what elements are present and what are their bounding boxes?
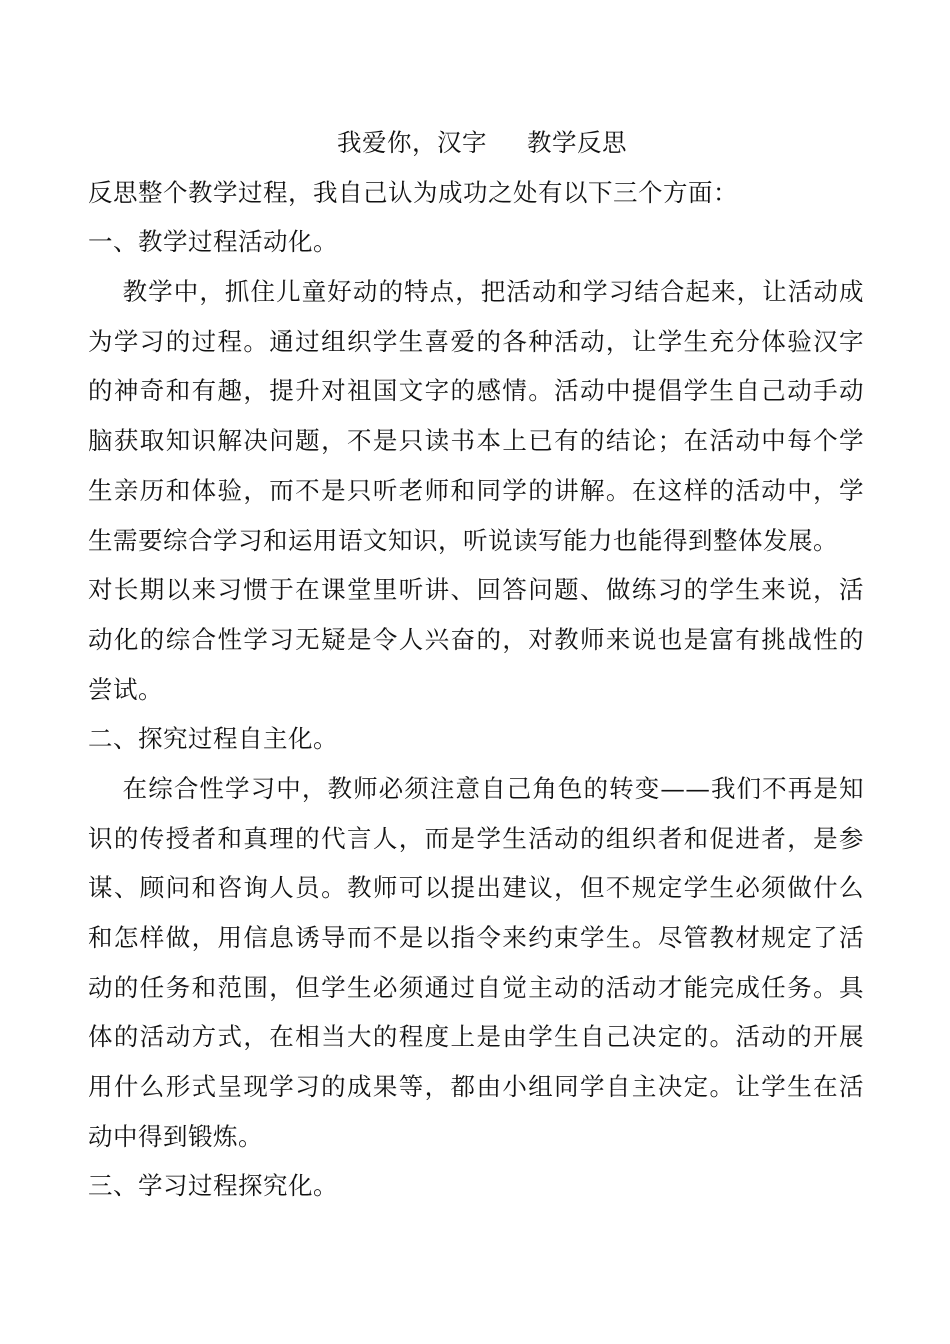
document-page	[88, 118, 864, 1211]
section-1-paragraph	[88, 267, 864, 714]
paragraph-line: 教学中，抓住儿童好动的特点，把活动和学习结合起来，让活动成	[122, 277, 864, 307]
section-2-paragraph	[88, 764, 864, 1162]
paragraph-line: 识的传授者和真理的代言人，而是学生活动的组织者和促进者，是参	[88, 823, 864, 853]
paragraph-line: 的神奇和有趣，提升对祖国文字的感情。活动中提倡学生自己动手动	[88, 376, 864, 406]
paragraph-line: 在综合性学习中，教师必须注意自己角色的转变——我们不再是知	[122, 773, 864, 803]
section-heading-3: 三、学习过程探究化。	[88, 1171, 338, 1201]
paragraph-line: 谋、顾问和咨询人员。教师可以提出建议，但不规定学生必须做什么	[88, 873, 864, 903]
paragraph-line: 生需要综合学习和运用语文知识，听说读写能力也能得到整体发展。	[88, 525, 838, 555]
paragraph-line: 和怎样做，用信息诱导而不是以指令来约束学生。尽管教材规定了活	[88, 923, 864, 952]
section-heading-1: 一、教学过程活动化。	[88, 227, 338, 257]
paragraph-line: 动化的综合性学习无疑是令人兴奋的，对教师来说也是富有挑战性的	[88, 624, 864, 654]
paragraph-line: 体的活动方式，在相当大的程度上是由学生自己决定的。活动的开展	[88, 1022, 864, 1052]
intro-line: 反思整个教学过程，我自己认为成功之处有以下三个方面：	[88, 177, 738, 207]
paragraph-line: 脑获取知识解决问题，不是只读书本上已有的结论；在活动中每个学	[88, 426, 864, 456]
document-title	[88, 118, 864, 168]
paragraph-line: 动中得到锻炼。	[88, 1121, 263, 1151]
title-part-2: 教学反思	[527, 128, 627, 157]
paragraph-line: 对长期以来习惯于在课堂里听讲、回答问题、做练习的学生来说，活	[88, 575, 864, 605]
paragraph-line: 用什么形式呈现学习的成果等，都由小组同学自主决定。让学生在活	[88, 1072, 864, 1102]
section-heading-2: 二、探究过程自主化。	[88, 724, 338, 754]
paragraph-line: 动的任务和范围，但学生必须通过自觉主动的活动才能完成任务。具	[88, 972, 864, 1002]
title-part-1: 我爱你，汉字	[337, 128, 487, 157]
paragraph-line: 为学习的过程。通过组织学生喜爱的各种活动，让学生充分体验汉字	[88, 326, 864, 356]
paragraph-line: 尝试。	[88, 674, 163, 704]
paragraph-line: 生亲历和体验，而不是只听老师和同学的讲解。在这样的活动中，学	[88, 475, 864, 505]
